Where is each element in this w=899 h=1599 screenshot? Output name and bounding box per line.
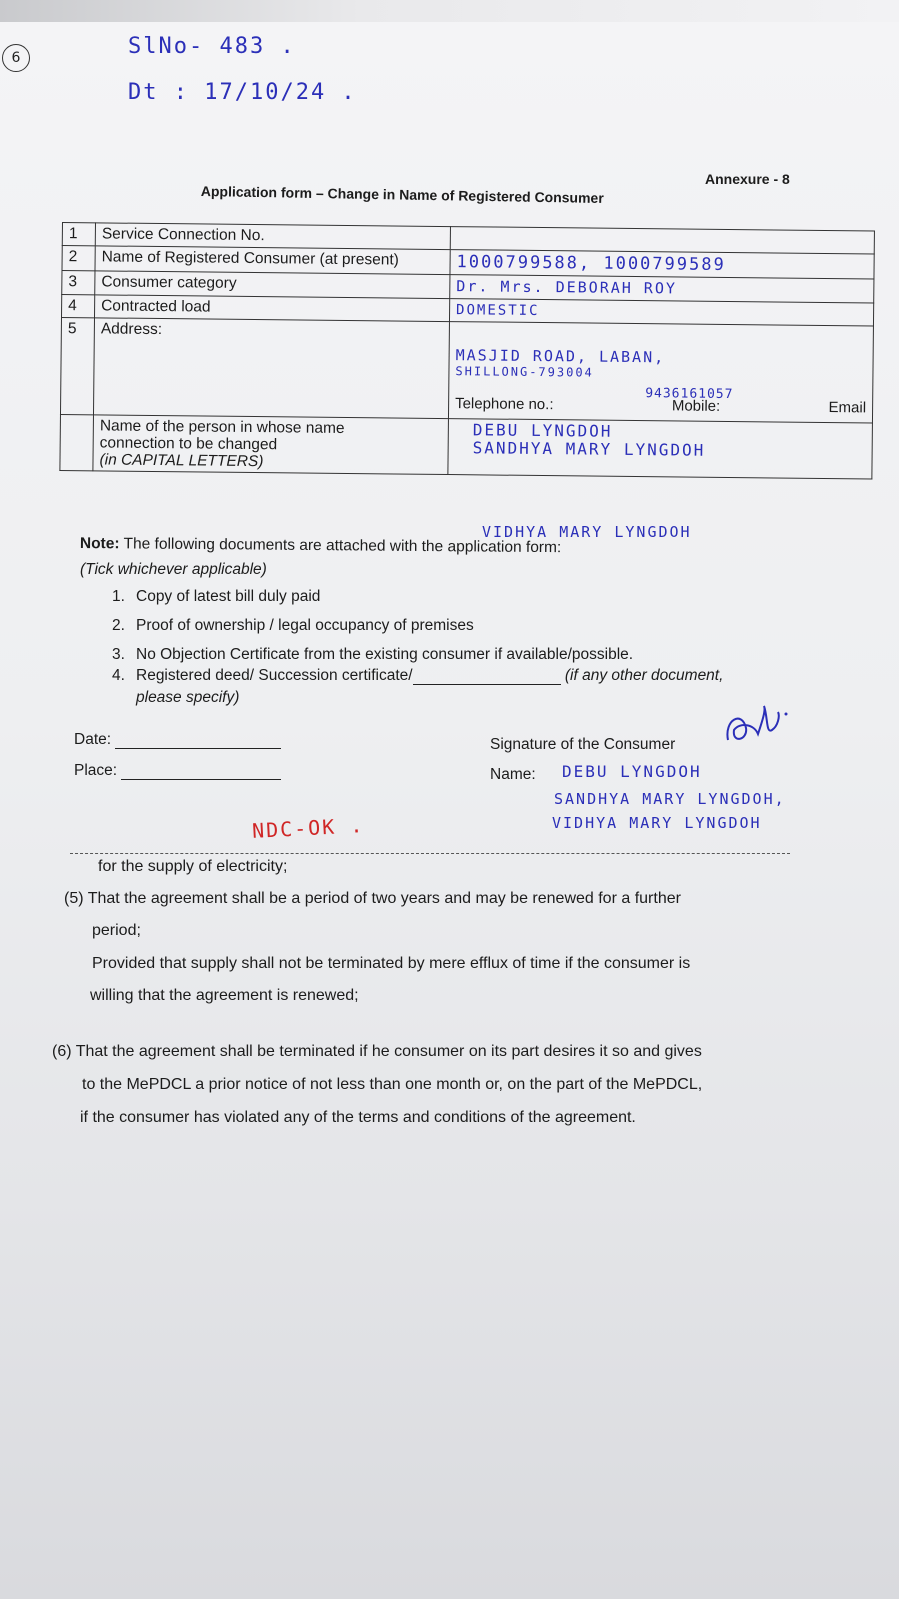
row-label: Address: xyxy=(93,318,449,419)
new-name-label-line3: (in CAPITAL LETTERS) xyxy=(99,451,264,471)
row-label: Consumer category xyxy=(95,271,450,299)
address-value-cell xyxy=(448,322,873,423)
circled-number: 6 xyxy=(2,44,30,72)
row-number: 2 xyxy=(62,246,95,271)
row-number-empty xyxy=(60,414,94,470)
document-blank xyxy=(413,684,561,685)
clause-5-line1: (5) That the agreement shall be a period of two years and may be renewed for a further xyxy=(64,890,681,907)
row-number: 5 xyxy=(60,318,94,415)
table-row xyxy=(60,414,873,479)
signed-name-1: DEBU LYNGDOH xyxy=(562,762,702,781)
date-field: Date: xyxy=(74,731,281,749)
document-item-3: 3. No Objection Certificate from the existing consumer if available/possible. xyxy=(112,646,634,663)
new-name-label-line2: connection to be changed xyxy=(99,434,278,454)
signed-name-2: SANDHYA MARY LYNGDOH, xyxy=(554,790,786,808)
row-number: 1 xyxy=(62,223,95,246)
tick-instruction: (Tick whichever applicable) xyxy=(80,561,267,578)
row-number: 3 xyxy=(62,271,95,295)
clause-6-line3: if the consumer has violated any of the terms and conditions of the agreement. xyxy=(80,1109,636,1126)
place-blank xyxy=(121,779,281,780)
date-handwritten: Dt : 17/10/24 . xyxy=(128,80,357,105)
service-connection-value: 1000799588, 1000799589 xyxy=(456,252,726,275)
document-item-4-cont: please specify) xyxy=(136,689,240,706)
consumer-category-value: DOMESTIC xyxy=(456,302,540,320)
clause-5-line2: period; xyxy=(92,922,141,939)
place-field: Place: xyxy=(74,762,281,780)
document-item-1: 1. Copy of latest bill duly paid xyxy=(112,588,321,605)
row-label: Name of Registered Consumer (at present) xyxy=(95,246,450,275)
table-row xyxy=(60,318,873,423)
mobile-label: Mobile: xyxy=(671,397,721,415)
row-label: Contracted load xyxy=(94,295,449,322)
page-cut-line xyxy=(70,853,790,854)
annexure-label: Annexure - 8 xyxy=(705,171,790,187)
clause-6-line2: to the MePDCL a prior notice of not less than one month or, on the part of the MePDCL, xyxy=(82,1076,703,1093)
new-name-1: DEBU LYNGDOH xyxy=(472,420,613,441)
note-text xyxy=(80,535,561,557)
telephone-label: Telephone no.: xyxy=(455,395,554,414)
application-form-table xyxy=(59,222,875,479)
form-title: Application form – Change in Name of Registered Consumer xyxy=(200,183,604,207)
date-blank xyxy=(115,748,281,749)
agreement-line0: for the supply of electricity; xyxy=(98,858,288,875)
new-names-cell xyxy=(448,419,873,479)
address-line2: SHILLONG-793004 xyxy=(455,364,594,380)
name-field: Name: xyxy=(490,766,536,783)
new-name-2: SANDHYA MARY LYNGDOH xyxy=(472,438,706,460)
row-label: Service Connection No. xyxy=(95,223,450,250)
ndc-ok-note: NDC-OK . xyxy=(251,813,365,843)
note-bold: Note: xyxy=(79,535,120,553)
signature-label: Signature of the Consumer xyxy=(490,736,676,753)
clause-5-line3: Provided that supply shall not be terminated by mere efflux of time if the consumer is xyxy=(92,955,691,972)
mobile-value: 9436161057 xyxy=(645,386,734,403)
note-body: The following documents are attached with the application form: xyxy=(119,535,562,557)
new-name-label xyxy=(93,415,449,475)
serial-number-handwritten: SlNo- 483 . xyxy=(128,34,296,59)
signature-scribble xyxy=(720,700,800,760)
document-item-4: 4. Registered deed/ Succession certificate/ (if any other document, xyxy=(112,667,724,684)
address-line1: MASJID ROAD, LABAN, xyxy=(455,346,666,367)
new-name-label-line1: Name of the person in whose name xyxy=(99,417,345,437)
clause-5-line4: willing that the agreement is renewed; xyxy=(90,987,359,1004)
document-item-2: 2. Proof of ownership / legal occupancy of premises xyxy=(112,617,474,634)
page-top-shadow xyxy=(0,0,899,22)
signed-name-3: VIDHYA MARY LYNGDOH xyxy=(552,814,762,832)
new-name-3: VIDHYA MARY LYNGDOH xyxy=(482,523,692,541)
registered-consumer-value: Dr. Mrs. DEBORAH ROY xyxy=(456,277,678,298)
clause-6-line1: (6) That the agreement shall be terminated if he consumer on its part desires it so and gives xyxy=(52,1043,702,1060)
email-label: Email xyxy=(828,399,867,417)
row-number: 4 xyxy=(61,295,94,318)
